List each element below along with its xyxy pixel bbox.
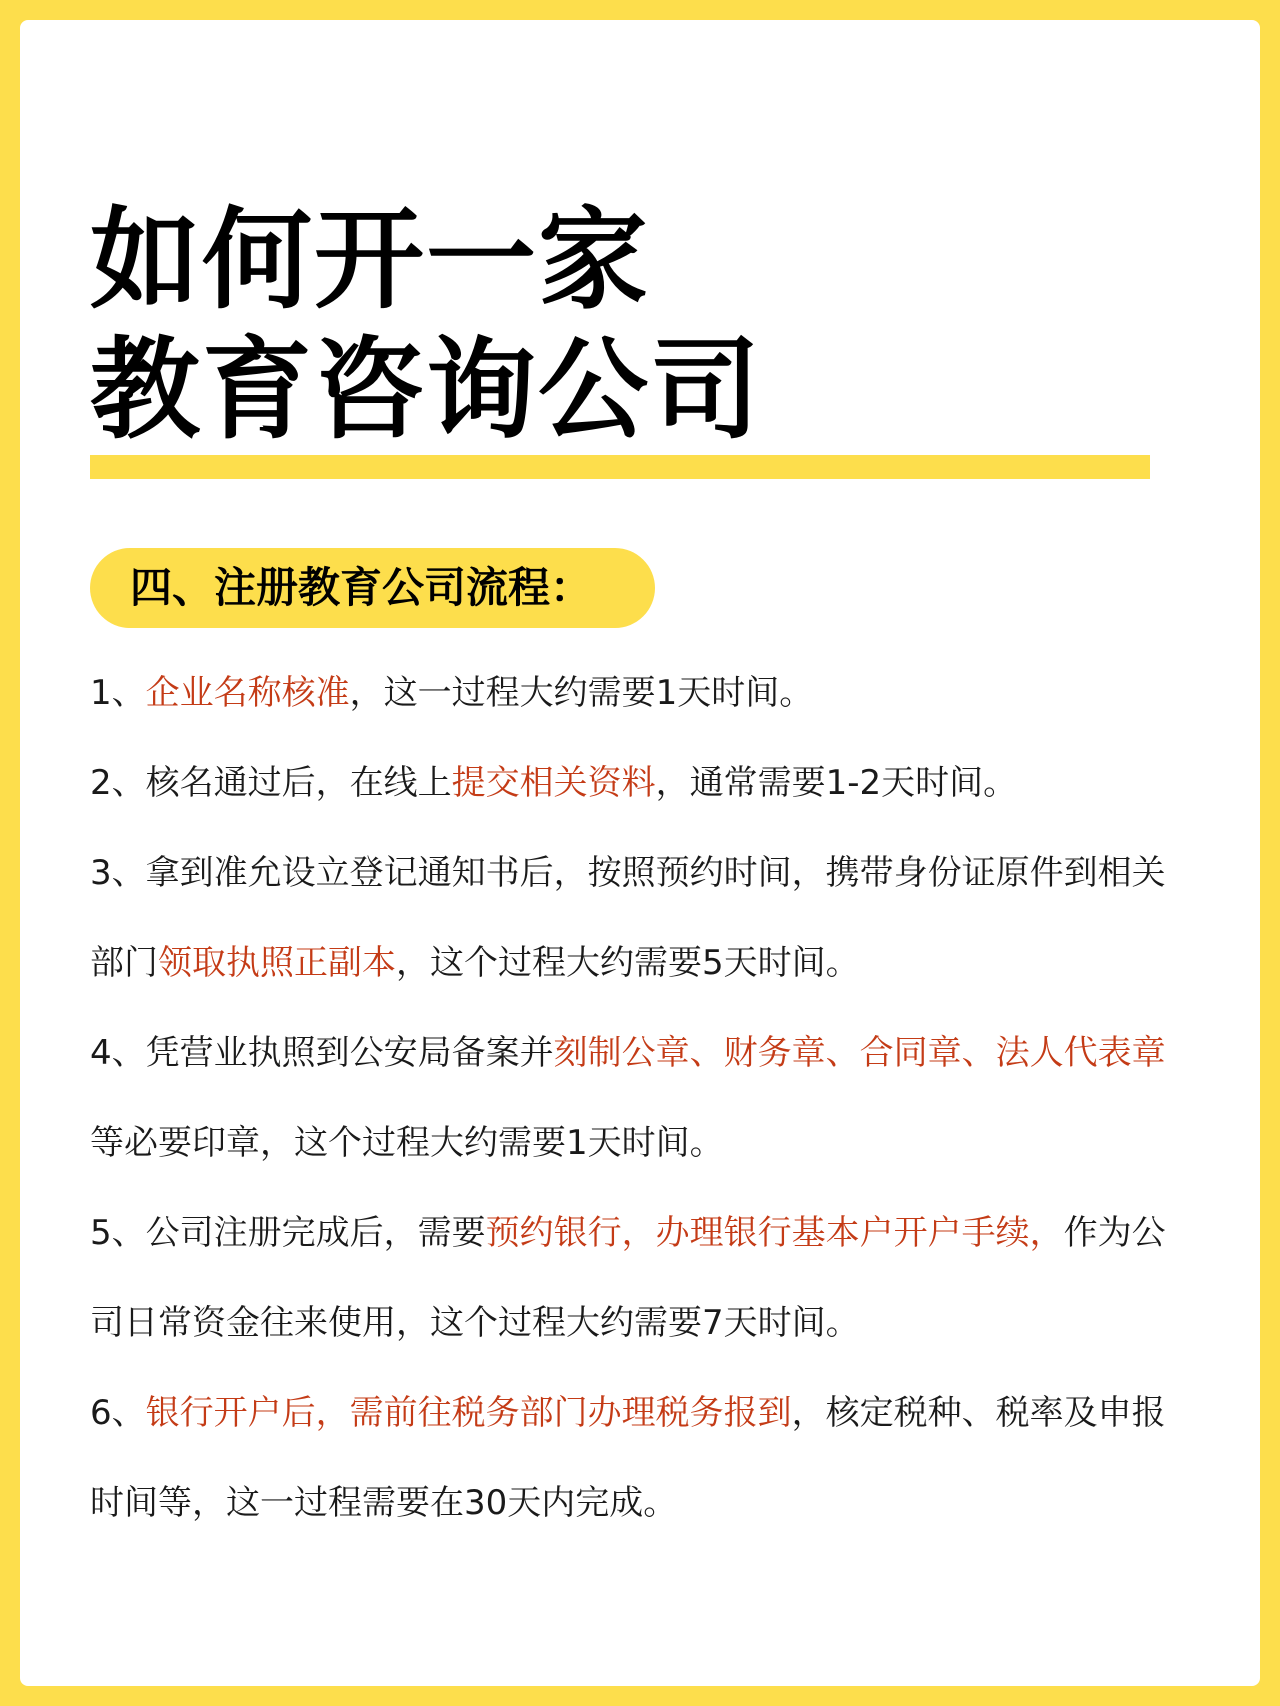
- step-1-text: 1、: [90, 673, 146, 713]
- step-6-highlight: 银行开户后，需前往税务部门办理税务报到: [145, 1393, 792, 1433]
- step-3-text-end: ，这个过程大约需要5天时间。: [396, 943, 860, 983]
- step-1-highlight: 企业名称核准: [145, 673, 350, 713]
- steps-list: [90, 648, 1170, 1548]
- step-4-highlight: 刻制公章、财务章、合同章、法人代表章: [553, 1033, 1166, 1073]
- step-2-highlight: 提交相关资料: [451, 763, 656, 803]
- step-5-highlight: 预约银行，办理银行基本户开户手续，: [485, 1213, 1064, 1253]
- step-2-text: 2、核名通过后，在线上: [90, 763, 452, 803]
- step-3-highlight: 领取执照正副本: [158, 943, 396, 983]
- title-line-2: 教育咨询公司: [90, 326, 762, 454]
- step-2-text-end: ，通常需要1-2天时间。: [655, 763, 1018, 803]
- step-5-text-end: 作为公司日常资金往来使用，这个过程大约需要7天时间。: [90, 1213, 1166, 1343]
- step-4-text-end: 等必要印章，这个过程大约需要1天时间。: [90, 1123, 724, 1163]
- title-line-1: 如何开一家: [90, 196, 650, 324]
- step-6-text-end: ，核定税种、税率及申报时间等，这一过程需要在30天内完成。: [90, 1393, 1166, 1523]
- step-1-text-end: ，这一过程大约需要1天时间。: [349, 673, 814, 713]
- step-3-text: 3、拿到准允设立登记通知书后，按照预约时间，携带身份证原件到相关部门: [90, 853, 1166, 983]
- step-6: [90, 1368, 1170, 1548]
- page-title: [90, 195, 762, 455]
- step-5-text: 5、公司注册完成后，需要: [90, 1213, 486, 1253]
- section-heading: 四、注册教育公司流程：: [130, 563, 593, 612]
- step-6-text: 6、: [90, 1393, 146, 1433]
- title-underline-bar: [90, 455, 1150, 479]
- step-2: [90, 738, 1170, 828]
- step-1: [90, 648, 1170, 738]
- step-4-text: 4、凭营业执照到公安局备案并: [90, 1033, 554, 1073]
- step-4: [90, 1008, 1170, 1188]
- step-3: [90, 828, 1170, 1008]
- step-5: [90, 1188, 1170, 1368]
